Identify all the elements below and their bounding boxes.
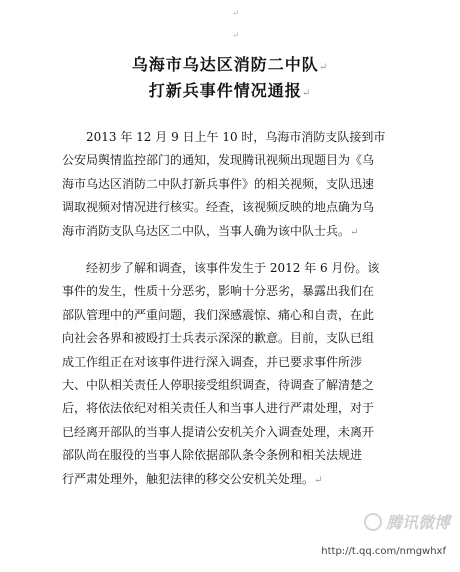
text-line: 大、中队相关责任人停职接受组织调查，待调查了解清楚之 bbox=[62, 377, 375, 392]
watermark-text: 腾讯微博 bbox=[385, 513, 450, 532]
paragraph-1 bbox=[62, 126, 412, 243]
text-line: 后，将依法依纪对相关责任人和当事人进行严肃处理，对于 bbox=[62, 401, 375, 416]
document-title-line-2: 打新兵事件情况通报↵ bbox=[148, 81, 312, 100]
text-line: 部队尚在服役的当事人除依据部队条令条例和相关法规进 bbox=[62, 448, 363, 463]
watermark-url: http://t.qq.com/nmgwhxf bbox=[321, 546, 446, 557]
paragraph-mark: ↵ bbox=[232, 9, 240, 19]
text-line: 事件的发生，性质十分恶劣，影响十分恶劣，暴露出我们在 bbox=[62, 284, 375, 299]
watermark bbox=[364, 510, 450, 533]
text-line: 向社会各界和被殴打士兵表示深深的歉意。目前，支队已组 bbox=[62, 331, 375, 346]
text-line: 成工作组正在对该事件进行深入调查，并已要求事件所涉 bbox=[62, 354, 363, 369]
text-line: 经初步了解和调查，该事件发生于 2012 年 6 月份。该 bbox=[86, 261, 380, 275]
paragraph-mark: ↵ bbox=[350, 226, 359, 238]
paragraph-mark: ↵ bbox=[314, 474, 323, 486]
text-line: 海市消防支队乌达区二中队，当事人确为该中队士兵。↵ bbox=[62, 223, 359, 238]
text-line: 行严肃处理外，触犯法律的移交公安机关处理。↵ bbox=[62, 471, 323, 486]
paragraph-mark: ↵ bbox=[232, 31, 240, 41]
text-line: 公安局舆情监控部门的通知，发现腾讯视频出现题目为《乌 bbox=[62, 153, 375, 168]
paragraph-mark: ↵ bbox=[301, 88, 312, 99]
text-line: 海市乌达区消防二中队打新兵事件》的相关视频，支队迅速 bbox=[62, 176, 375, 191]
text-line: 已经离开部队的当事人提请公安机关介入调查处理，未离开 bbox=[62, 424, 375, 439]
text-line: 调取视频对情况进行核实。经查，该视频反映的地点确为乌 bbox=[62, 200, 375, 215]
paragraph-mark: ↵ bbox=[318, 62, 329, 73]
text-line: 部队管理中的严重问题，我们深感震惊、痛心和自责，在此 bbox=[62, 307, 375, 322]
paragraph-2 bbox=[62, 257, 412, 491]
document-title-line-1: 乌海市乌达区消防二中队↵ bbox=[131, 55, 329, 74]
tencent-weibo-logo-icon bbox=[364, 513, 382, 531]
text-line: 2013 年 12 月 9 日上午 10 时，乌海市消防支队接到市 bbox=[86, 130, 386, 144]
